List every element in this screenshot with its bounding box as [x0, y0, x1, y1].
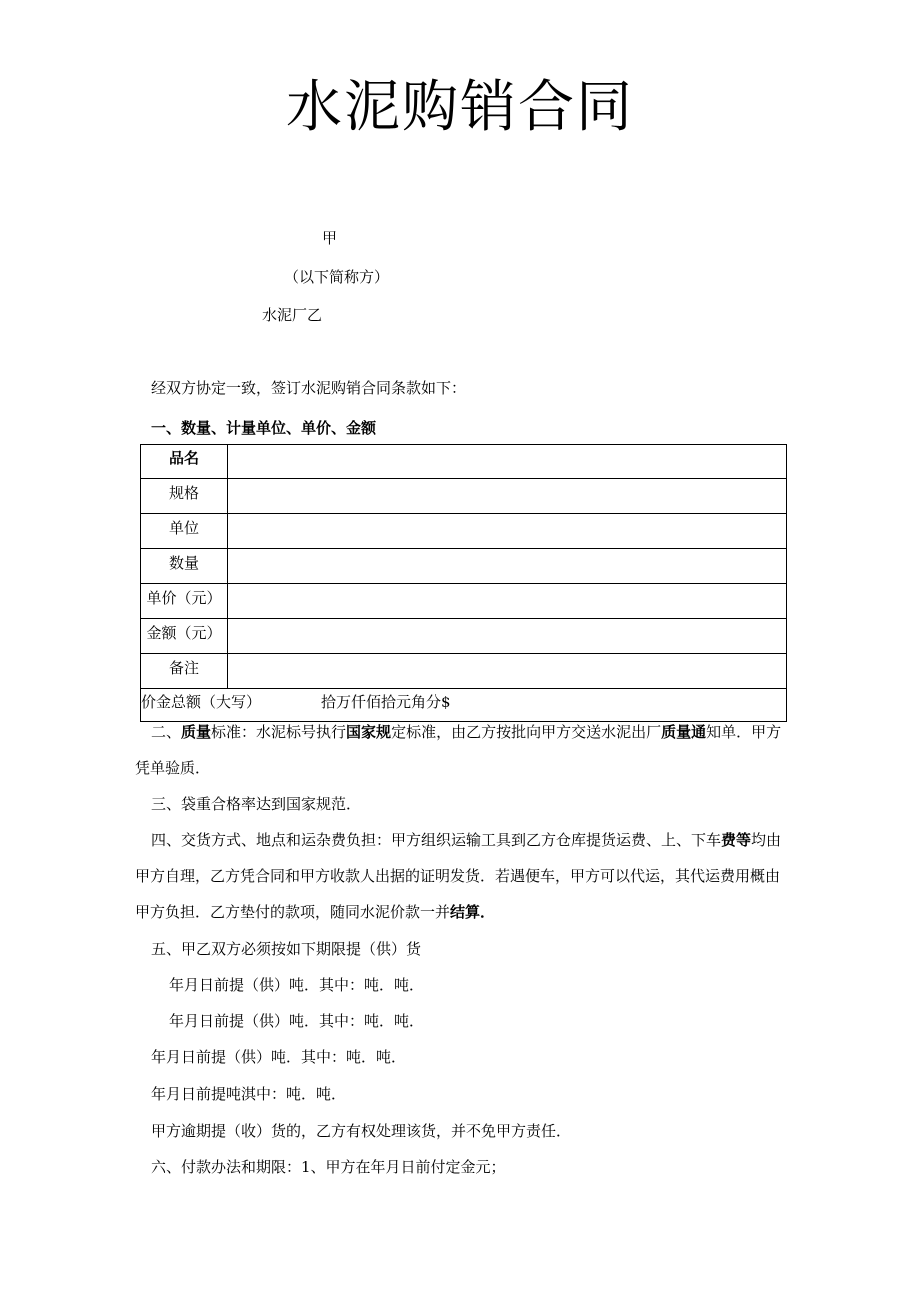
- table-row: [141, 445, 787, 479]
- row-label-name: 品名: [141, 445, 228, 479]
- section2-bold-notice: 质量通: [661, 723, 707, 741]
- section4-bold-fees: 费等: [721, 831, 752, 849]
- row-value-quantity[interactable]: [228, 549, 787, 584]
- section4-paragraph: [135, 822, 787, 930]
- page-title: 水泥购销合同: [286, 75, 634, 140]
- table-row: [141, 514, 787, 549]
- table-row: [141, 584, 787, 619]
- intro-text: 经双方协定一致，签订水泥购销合同条款如下：: [151, 379, 467, 397]
- row-value-unit-price[interactable]: [228, 584, 787, 619]
- section3-paragraph: 三、袋重合格率达到国家规范．: [151, 795, 362, 813]
- section2-text-3: 知单．甲方凭单验质．: [135, 723, 782, 777]
- section5-heading: 五、甲乙双方必须按如下期限提（供）货: [151, 940, 422, 958]
- section6-text: 六、付款办法和期限：1、甲方在年月日前付定金元；: [151, 1158, 506, 1176]
- row-value-name[interactable]: [228, 445, 787, 479]
- section4-text-2: 均由甲方自理，乙方凭合同和甲方收款人出据的证明发货．若遇便车，甲方可以代运，其代运费用概由甲方负担．乙方垫付的款项，随同水泥价款一并: [135, 831, 782, 921]
- party-a-label: 甲: [322, 229, 338, 247]
- table-row: [141, 654, 787, 689]
- section2-paragraph: [135, 714, 787, 786]
- table-row: [141, 479, 787, 514]
- section4-text-1: 四、交货方式、地点和运杂费负担：甲方组织运输工具到乙方仓库提货运费、上、下车: [151, 831, 722, 849]
- row-label-unit-price: 单价（元）: [141, 584, 228, 619]
- row-value-spec[interactable]: [228, 479, 787, 514]
- section1-heading: 一、数量、计量单位、单价、金额: [151, 419, 377, 437]
- table-row: [141, 549, 787, 584]
- party-b-label: 水泥厂乙: [262, 306, 323, 324]
- row-value-amount[interactable]: [228, 619, 787, 654]
- row-label-unit: 单位: [141, 514, 228, 549]
- total-label: 价金总额（大写）: [141, 693, 262, 711]
- overdue-clause: 甲方逾期提（收）货的，乙方有权处理该货，并不免甲方责任．: [151, 1122, 572, 1140]
- section2-bold-quality: 质量: [181, 723, 212, 741]
- section2-text-1: 标准：水泥标号执行: [211, 723, 347, 741]
- total-value: 拾万仟佰拾元角分$: [321, 693, 451, 711]
- row-label-spec: 规格: [141, 479, 228, 514]
- section4-bold-settle: 结算．: [450, 903, 496, 921]
- delivery-line-3: 年月日前提（供）吨．其中：吨．吨．: [151, 1048, 407, 1066]
- table-row: [141, 619, 787, 654]
- section2-bold-national: 国家规: [346, 723, 392, 741]
- delivery-line-4: 年月日前提吨淇中：吨．吨．: [151, 1085, 347, 1103]
- delivery-line-1: 年月日前提（供）吨．其中：吨．吨．: [169, 976, 425, 994]
- row-value-remarks[interactable]: [228, 654, 787, 689]
- section2-prefix: 二、: [151, 723, 182, 741]
- delivery-line-2: 年月日前提（供）吨．其中：吨．吨．: [169, 1012, 425, 1030]
- row-label-quantity: 数量: [141, 549, 228, 584]
- row-value-unit[interactable]: [228, 514, 787, 549]
- abbreviation-note: （以下简称方）: [284, 268, 390, 286]
- goods-table: [140, 444, 787, 722]
- row-label-amount: 金额（元）: [141, 619, 228, 654]
- section2-text-2: 定标准，由乙方按批向甲方交送水泥出厂: [391, 723, 662, 741]
- row-label-remarks: 备注: [141, 654, 228, 689]
